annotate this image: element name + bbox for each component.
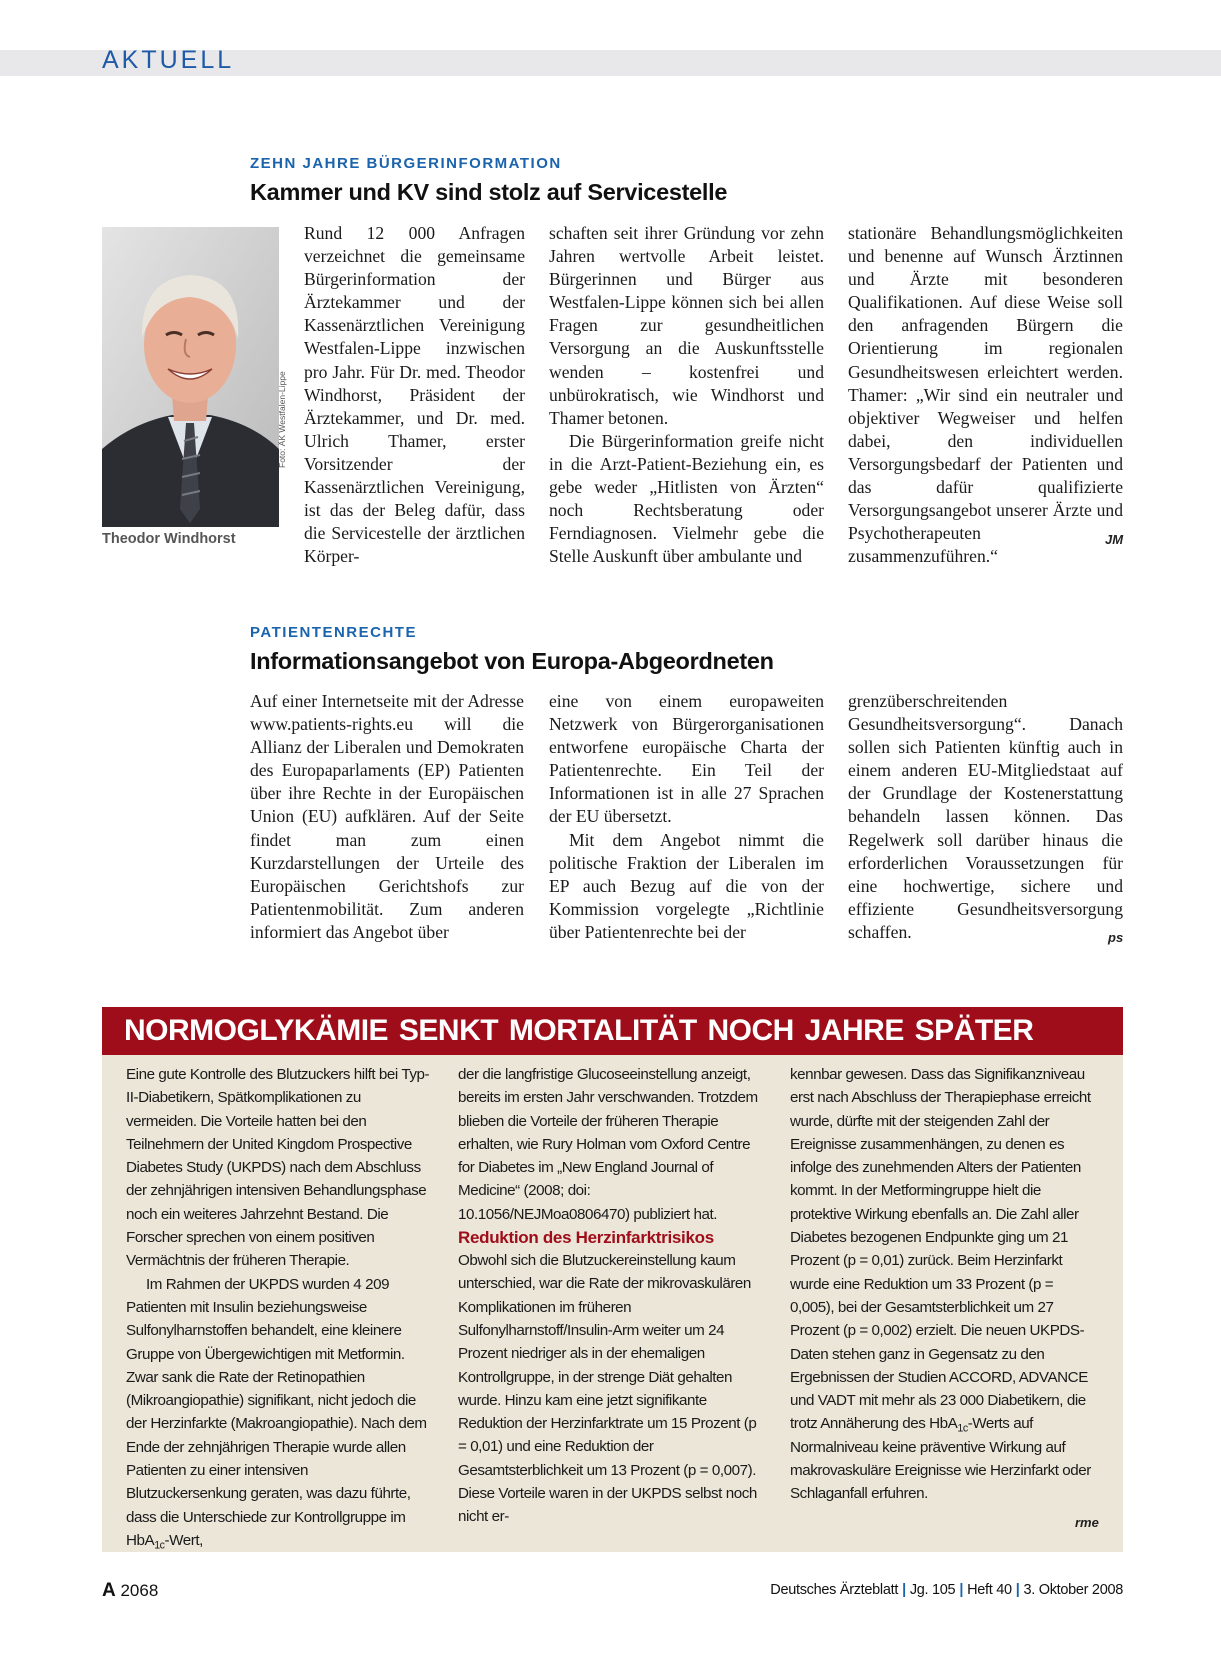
paragraph: grenzüberschreitenden Gesundheitsversorgung“. Danach sollen sich Patienten künftig auch in einem anderen EU-Mitgliedstaat auf der Grundlage der Kostenerstattung behandeln lassen können. Das Regelwerk soll darüber hinaus die erforderlichen Voraussetzungen für eine hochwertige, sichere und effiziente Gesundheitsversorgung schaffen. <box>848 691 1123 942</box>
paragraph: Obwohl sich die Blutzuckereinstellung kaum unterschied, war die Rate der mikrovaskulären Komplikationen im früheren Sulfonylharnstoff/Insulin-Arm weiter um 24 Prozent niedriger als in der ehemaligen Kontrollgruppe, in der strenge Diät gehalten wurde. Hinzu kam eine jetzt signifikante Reduktion der Herzinfarktrate um 15 Prozent (p = 0,01) und eine Reduktion der Gesamtsterblichkeit um 13 Prozent (p = 0,007). Diese Vorteile waren in der UKPDS selbst noch nicht er- <box>458 1252 757 1526</box>
article1-headline: Kammer und KV sind stolz auf Servicestelle <box>250 179 728 205</box>
paragraph: eine von einem europaweiten Netzwerk von Bürgerorganisationen entworfene europäische Charta der Patientenrechte. Ein Teil der Informationen ist in alle 27 Sprachen der EU übersetzt. <box>549 691 824 827</box>
article1-column-2 <box>549 222 824 568</box>
journal-name: Deutsches Ärzteblatt <box>770 1582 899 1598</box>
box-column-1 <box>126 1063 432 1552</box>
paragraph: der die langfristige Glucoseeinstellung anzeigt, bereits im ersten Jahr verschwanden. Trotzdem blieben die Vorteile der früheren Therapie erhalten, wie Rury Holman vom Oxford Centre for Diabetes im „New England Journal of Medicine“ (2008; doi: 10.1056/NEJMoa0806470) publiziert hat. <box>458 1066 758 1223</box>
info-box-title: NORMOGLYKÄMIE SENKT MORTALITÄT NOCH JAHRE SPÄTER <box>124 1014 1034 1047</box>
article2-headline: Informationsangebot von Europa-Abgeordneten <box>250 648 774 674</box>
article1-column-3 <box>848 222 1123 568</box>
article2-author: ps <box>1108 930 1124 945</box>
separator: | <box>1015 1582 1020 1598</box>
paragraph: stationäre Behandlungsmöglichkeiten und benenne auf Wunsch Ärztinnen und Ärzte mit besonderen Qualifikationen. Auf diese Weise soll den anfragenden Bürgern die Orientierung im regionalen Gesundheitswesen erleichtert werden. Thamer: „Wir sind ein neutraler und objektiver Wegweiser und helfen dabei, den individuellen Versorgungsbedarf der Patienten und das dafür qualifizierte Versorgungsangebot unserer Ärzte und Psychotherapeuten zusammenzuführen.“ <box>848 223 1123 567</box>
paragraph-text: -Wert, <box>164 1531 203 1549</box>
paragraph: Eine gute Kontrolle des Blutzuckers hilft bei Typ-II-Diabetikern, Spätkomplikationen zu vermeiden. Die Vorteile hatten bei den Teilnehmern der United Kingdom Prospective Diabetes Study (UKPDS) nach dem Abschluss der zehnjährigen intensiven Behandlungsphase noch ein weiteres Jahrzehnt Bestand. Die Forscher sprechen von einem positiven Vermächtnis der früheren Therapie. <box>126 1066 430 1270</box>
journal-volume: Jg. 105 <box>909 1582 956 1598</box>
article2-column-2 <box>549 690 824 944</box>
paragraph: Auf einer Internetseite mit der Adresse www.patients-rights.eu will die Allianz der Liberalen und Demokraten des Europaparlaments (EP) Patienten über ihre Rechte in der Europäischen Union (EU) aufklären. Auf der Seite findet man zum einen Kurzdarstellungen der Urteile des Europäischen Gerichtshofs zur Patientenmobilität. Zum anderen informiert das Angebot über <box>250 691 524 942</box>
article2-column-3 <box>848 690 1123 944</box>
paragraph: Mit dem Angebot nimmt die politische Fraktion der Liberalen im EP auch Bezug auf die von der Kommission vorgelegte „Richtlinie über Patientenrechte bei der <box>549 829 824 942</box>
subscript: 1c <box>154 1539 165 1552</box>
portrait-image-icon <box>102 227 279 527</box>
paragraph: Die Bürgerinformation greife nicht in die Arzt-Patient-Beziehung ein, es gebe weder „Hitlisten von Ärzten“ noch Rechtsberatung oder Ferndiagnosen. Vielmehr gebe die Stelle Auskunft über ambulante und <box>549 430 824 567</box>
photo-caption: Theodor Windhorst <box>102 531 236 547</box>
article1-column-1 <box>304 222 525 568</box>
paragraph: Rund 12 000 Anfragen verzeichnet die gemeinsame Bürgerinformation der Ärztekammer und der Kassenärztlichen Vereinigung Westfalen-Lippe inzwischen pro Jahr. Für Dr. med. Theodor Windhorst, Präsident der Ärztekammer, und Dr. med. Ulrich Thamer, erster Vorsitzender der Kassenärztlichen Vereinigung, ist das der Beleg dafür, dass die Servicestelle der ärztlichen Körper- <box>304 223 525 567</box>
article2-column-1 <box>250 690 524 944</box>
paragraph-text: kennbar gewesen. Dass das Signifikanzniveau erst nach Abschluss der Therapiephase erreicht wurde, dürfte mit der steigenden Zahl der Ereignisse zusammenhängen, zu denen es infolge des zunehmenden Alters der Patienten kommt. In der Metformingruppe hielt die protektive Wirkung ebenfalls an. Die Zahl aller Diabetes bezogenen Endpunkte ging um 21 Prozent (p = 0,01) zurück. Beim Herzinfarkt wurde eine Reduktion um 33 Prozent (p = 0,005), bei der Gesamtsterblichkeit um 27 Prozent (p = 0,002) erzielt. Die neuen UKPDS-Daten stehen ganz in Gegensatz zu den Ergebnissen der Studien ACCORD, ADVANCE und VADT mit mehr als 23 000 Diabetikern, die trotz Annäherung des HbA <box>790 1066 1091 1433</box>
page-number <box>102 1580 158 1602</box>
article1-kicker: ZEHN JAHRE BÜRGERINFORMATION <box>250 155 562 172</box>
separator: | <box>959 1582 964 1598</box>
article2-kicker: PATIENTENRECHTE <box>250 624 417 641</box>
folio-number: 2068 <box>120 1581 159 1600</box>
photo-credit: Foto: ÄK Westfalen-Lippe <box>277 371 287 468</box>
paragraph: schaften seit ihrer Gründung vor zehn Jahren wertvolle Arbeit leistet. Bürgerinnen und Bürger aus Westfalen-Lippe können sich bei allen Fragen zur gesundheitlichen Versorgung an die Auskunftsstelle wenden – kostenfrei und unbürokratisch, wie Windhorst und Thamer betonen. <box>549 223 824 428</box>
journal-issue: Heft 40 <box>967 1582 1012 1598</box>
article1-author: JM <box>1105 532 1124 547</box>
paragraph <box>790 1063 1100 1506</box>
separator: | <box>902 1582 906 1598</box>
paragraph <box>126 1273 432 1553</box>
section-label: AKTUELL <box>102 46 235 74</box>
subscript: 1c <box>957 1423 968 1436</box>
journal-info <box>770 1582 1123 1598</box>
box-subhead: Reduktion des Herzinfarktrisikos <box>458 1228 714 1248</box>
portrait-photo <box>102 227 279 527</box>
box-author: rme <box>1075 1515 1099 1530</box>
folio-prefix: A <box>102 1580 116 1601</box>
paragraph-text: -Werts auf Normalniveau keine präventive Wirkung auf makrovaskuläre Ereignisse wie Herzinfarkt oder Schlaganfall erfuhren. <box>790 1415 1091 1503</box>
box-column-3 <box>790 1063 1100 1506</box>
box-column-2 <box>458 1063 764 1529</box>
paragraph-text: Im Rahmen der UKPDS wurden 4 209 Patienten mit Insulin beziehungsweise Sulfonylharnstoffen behandelt, eine kleinere Gruppe von Übergewichtigen mit Metformin. Zwar sank die Rate der Retinopathien (Mikroangiopathie) signifikant, nicht jedoch die der Herzinfarkte (Makroangiopathie). Nach dem Ende der zehnjährigen Therapie wurde allen Patienten zu einer intensiven Blutzuckersenkung geraten, was dazu führte, dass die Unterschiede zur Kontrollgruppe im HbA <box>126 1275 427 1549</box>
journal-date: 3. Oktober 2008 <box>1023 1582 1123 1598</box>
